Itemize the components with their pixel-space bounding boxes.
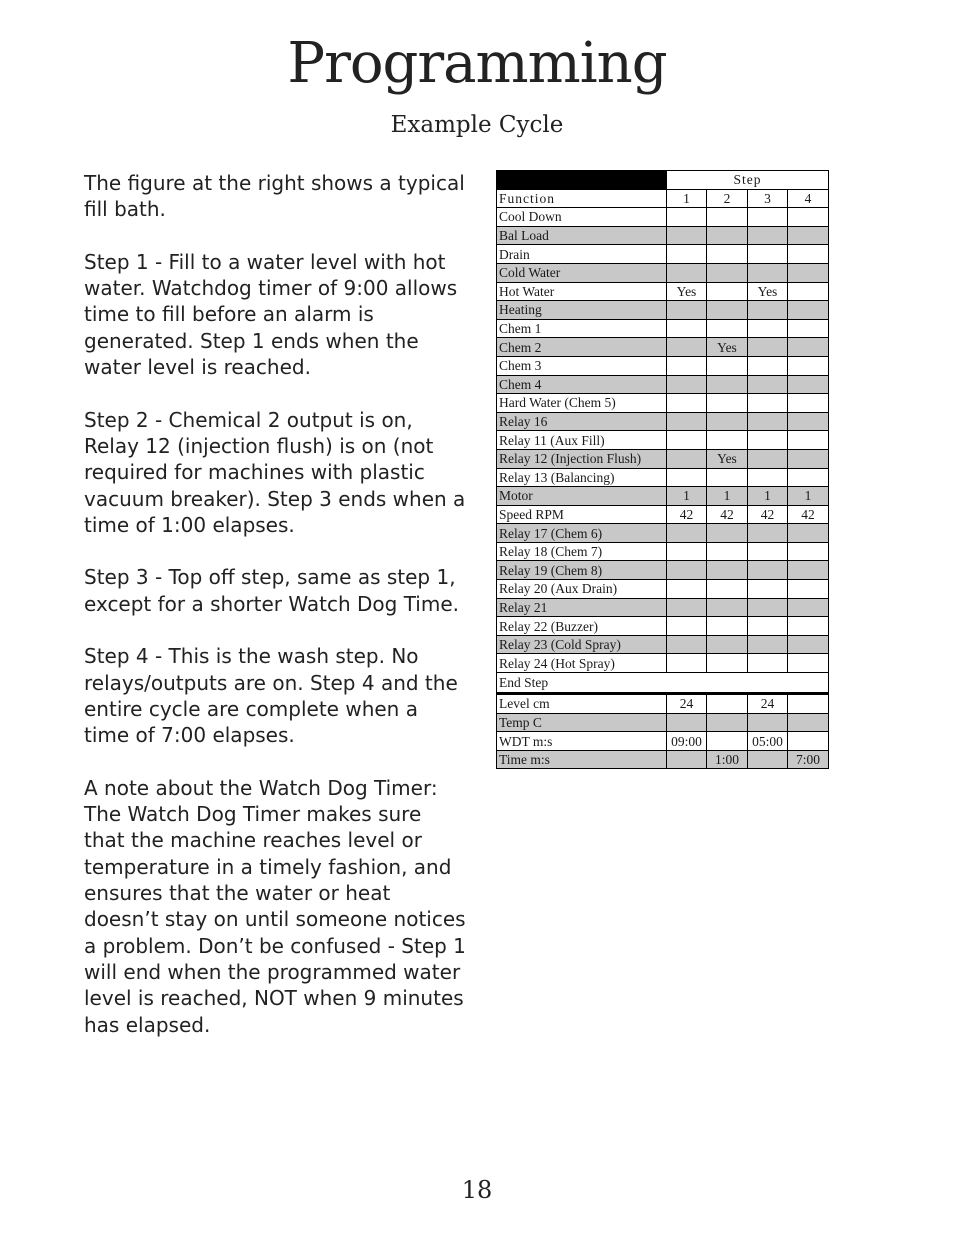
step-value-cell: [748, 635, 788, 654]
step-value-cell: [667, 245, 707, 264]
step-value-cell: [748, 713, 788, 732]
step-value-cell: [748, 654, 788, 673]
step-value-cell: [748, 468, 788, 487]
step-value-cell: [707, 542, 748, 561]
table-row: [497, 468, 829, 487]
step-value-cell: [748, 263, 788, 282]
step-value-cell: [667, 524, 707, 543]
paragraph: Step 1 - Fill to a water level with hot water. Watchdog timer of 9:00 allows time to fill before an alarm is generated. Step 1 ends when the water level is reached.: [84, 249, 458, 380]
table-row: [497, 394, 829, 413]
paragraph: Step 4 - This is the wash step. No relays/outputs are on. Step 4 and the entire cycle are complete when a time of 7:00 elapses.: [84, 644, 458, 748]
step-value-cell: [667, 375, 707, 394]
function-label: Hard Water (Chem 5): [497, 394, 667, 413]
page-title: Programming: [287, 31, 667, 96]
function-label: Temp C: [497, 713, 667, 732]
step-value-cell: [707, 245, 748, 264]
step-value-cell: [748, 226, 788, 245]
step-value-cell: 09:00: [667, 732, 707, 751]
step-value-cell: [788, 208, 829, 227]
step-value-cell: 1: [667, 487, 707, 506]
step-value-cell: [667, 226, 707, 245]
step-value-cell: [748, 301, 788, 320]
step-value-cell: [748, 208, 788, 227]
step-value-cell: [748, 449, 788, 468]
step-value-cell: [707, 356, 748, 375]
step-value-cell: [707, 635, 748, 654]
function-label: Relay 11 (Aux Fill): [497, 431, 667, 450]
end-step-row: [497, 673, 829, 694]
table-row: [497, 750, 829, 769]
step-value-cell: [788, 394, 829, 413]
step-value-cell: [667, 617, 707, 636]
step-value-cell: [748, 617, 788, 636]
step-value-cell: [748, 561, 788, 580]
step-number: 1: [667, 189, 707, 208]
step-value-cell: [667, 635, 707, 654]
step-value-cell: [748, 356, 788, 375]
step-value-cell: [667, 394, 707, 413]
step-value-cell: [707, 732, 748, 751]
step-value-cell: 1: [707, 487, 748, 506]
function-label: Relay 13 (Balancing): [497, 468, 667, 487]
function-label: Relay 22 (Buzzer): [497, 617, 667, 636]
step-value-cell: [707, 524, 748, 543]
step-value-cell: 1: [788, 487, 829, 506]
step-value-cell: [667, 263, 707, 282]
step-value-cell: 42: [707, 505, 748, 524]
table-row: [497, 617, 829, 636]
table-row: [497, 449, 829, 468]
step-value-cell: [667, 713, 707, 732]
body-text: [84, 170, 468, 1038]
table-row: [497, 713, 829, 732]
table-row: [497, 338, 829, 357]
example-cycle-table: [496, 170, 829, 769]
step-value-cell: [788, 713, 829, 732]
function-label: Bal Load: [497, 226, 667, 245]
function-label: Relay 17 (Chem 6): [497, 524, 667, 543]
table-row: [497, 263, 829, 282]
step-value-cell: [707, 412, 748, 431]
step-value-cell: 05:00: [748, 732, 788, 751]
function-label: Drain: [497, 245, 667, 264]
step-value-cell: [667, 356, 707, 375]
step-value-cell: [788, 635, 829, 654]
table-row: [497, 561, 829, 580]
step-value-cell: [788, 301, 829, 320]
step-value-cell: Yes: [707, 449, 748, 468]
step-value-cell: [788, 319, 829, 338]
step-value-cell: [667, 580, 707, 599]
step-value-cell: 1: [748, 487, 788, 506]
step-value-cell: [707, 713, 748, 732]
page-subtitle: Example Cycle: [390, 112, 564, 138]
step-value-cell: [707, 580, 748, 599]
step-value-cell: [667, 750, 707, 769]
table-row: [497, 282, 829, 301]
step-value-cell: [667, 431, 707, 450]
step-value-cell: [667, 412, 707, 431]
table-row: [497, 301, 829, 320]
step-value-cell: [707, 394, 748, 413]
step-value-cell: 24: [667, 694, 707, 714]
step-value-cell: [748, 394, 788, 413]
step-value-cell: [707, 654, 748, 673]
step-value-cell: [707, 375, 748, 394]
step-value-cell: [748, 750, 788, 769]
step-value-cell: [667, 208, 707, 227]
step-value-cell: [748, 580, 788, 599]
step-value-cell: Yes: [748, 282, 788, 301]
paragraph: Step 3 - Top off step, same as step 1, except for a shorter Watch Dog Time.: [84, 565, 459, 616]
paragraph: A note about the Watch Dog Timer: The Watch Dog Timer makes sure that the machine reaches level or temperature in a timely fashion, and ensures that the water or heat doesn’t stay on until someone notices a problem. Don’t be confused - Step 1 will end when the programmed water level is reached, NOT when 9 minutes has elapsed.: [84, 775, 466, 1037]
function-label: Heating: [497, 301, 667, 320]
step-value-cell: [748, 319, 788, 338]
header-black-cell: [497, 171, 667, 190]
function-label: Chem 4: [497, 375, 667, 394]
step-value-cell: 24: [748, 694, 788, 714]
step-value-cell: [748, 375, 788, 394]
step-value-cell: [748, 598, 788, 617]
step-value-cell: [788, 282, 829, 301]
step-value-cell: [788, 431, 829, 450]
step-value-cell: [788, 449, 829, 468]
step-value-cell: [748, 412, 788, 431]
function-label: Relay 24 (Hot Spray): [497, 654, 667, 673]
step-value-cell: [788, 375, 829, 394]
table-row: [497, 580, 829, 599]
table-row: [497, 208, 829, 227]
step-value-cell: 42: [667, 505, 707, 524]
function-label: Relay 20 (Aux Drain): [497, 580, 667, 599]
step-number: 2: [707, 189, 748, 208]
step-value-cell: 7:00: [788, 750, 829, 769]
step-value-cell: [667, 542, 707, 561]
function-label: Chem 1: [497, 319, 667, 338]
step-value-cell: [788, 263, 829, 282]
function-label: Chem 2: [497, 338, 667, 357]
table-row: [497, 412, 829, 431]
step-number: 4: [788, 189, 829, 208]
step-value-cell: [788, 732, 829, 751]
step-value-cell: [707, 617, 748, 636]
function-label: WDT m:s: [497, 732, 667, 751]
step-number: 3: [748, 189, 788, 208]
function-label: Motor: [497, 487, 667, 506]
step-value-cell: [748, 524, 788, 543]
step-value-cell: [788, 468, 829, 487]
step-value-cell: [788, 524, 829, 543]
table-row: [497, 356, 829, 375]
table-row: [497, 694, 829, 714]
step-value-cell: [788, 226, 829, 245]
table-row: [497, 319, 829, 338]
step-value-cell: [707, 208, 748, 227]
paragraph: Step 2 - Chemical 2 output is on, Relay 12 (injection flush) is on (not required for machines with plastic vacuum breaker). Step 3 ends when a time of 1:00 elapses.: [84, 407, 466, 537]
table-row: [497, 245, 829, 264]
table-row: [497, 635, 829, 654]
function-label: Chem 3: [497, 356, 667, 375]
step-value-cell: 42: [748, 505, 788, 524]
step-header: Step: [667, 171, 829, 190]
function-label: Cold Water: [497, 263, 667, 282]
function-label: Relay 23 (Cold Spray): [497, 635, 667, 654]
step-value-cell: [667, 468, 707, 487]
step-value-cell: [667, 319, 707, 338]
function-label: Relay 16: [497, 412, 667, 431]
step-value-cell: [788, 338, 829, 357]
step-value-cell: [788, 356, 829, 375]
step-value-cell: [788, 542, 829, 561]
step-value-cell: [667, 449, 707, 468]
step-value-cell: [667, 598, 707, 617]
table-row: [497, 654, 829, 673]
step-value-cell: Yes: [667, 282, 707, 301]
step-value-cell: 1:00: [707, 750, 748, 769]
step-value-cell: [788, 561, 829, 580]
step-value-cell: [667, 654, 707, 673]
table-row: [497, 524, 829, 543]
step-value-cell: [707, 561, 748, 580]
step-value-cell: [748, 245, 788, 264]
function-header: Function: [497, 189, 667, 208]
step-value-cell: [788, 412, 829, 431]
step-value-cell: [748, 431, 788, 450]
step-value-cell: [788, 654, 829, 673]
end-step-label: End Step: [497, 673, 829, 694]
step-value-cell: [788, 580, 829, 599]
table-row: [497, 732, 829, 751]
table-row: [497, 598, 829, 617]
step-value-cell: [707, 263, 748, 282]
step-value-cell: [707, 301, 748, 320]
step-value-cell: [667, 561, 707, 580]
step-header-row: [497, 171, 829, 190]
function-label: Speed RPM: [497, 505, 667, 524]
step-value-cell: [748, 338, 788, 357]
function-label: Level cm: [497, 694, 667, 714]
step-value-cell: [707, 431, 748, 450]
function-label: Relay 19 (Chem 8): [497, 561, 667, 580]
table-row: [497, 226, 829, 245]
function-label: Time m:s: [497, 750, 667, 769]
step-value-cell: Yes: [707, 338, 748, 357]
step-value-cell: [707, 319, 748, 338]
step-value-cell: [707, 468, 748, 487]
table-row: [497, 487, 829, 506]
function-label: Hot Water: [497, 282, 667, 301]
step-value-cell: [788, 694, 829, 714]
table-row: [497, 542, 829, 561]
page-number: 18: [461, 1176, 493, 1204]
function-label: Relay 21: [497, 598, 667, 617]
table-row: [497, 431, 829, 450]
step-value-cell: [667, 338, 707, 357]
step-value-cell: [788, 617, 829, 636]
step-value-cell: [667, 301, 707, 320]
table-row: [497, 505, 829, 524]
step-value-cell: [707, 226, 748, 245]
step-value-cell: [707, 598, 748, 617]
step-value-cell: [707, 694, 748, 714]
paragraph: The figure at the right shows a typical fill bath.: [84, 171, 465, 222]
function-label: Relay 12 (Injection Flush): [497, 449, 667, 468]
step-value-cell: 42: [788, 505, 829, 524]
function-label: Relay 18 (Chem 7): [497, 542, 667, 561]
step-value-cell: [788, 245, 829, 264]
step-value-cell: [707, 282, 748, 301]
step-value-cell: [788, 598, 829, 617]
function-header-row: [497, 189, 829, 208]
step-value-cell: [748, 542, 788, 561]
table-row: [497, 375, 829, 394]
function-label: Cool Down: [497, 208, 667, 227]
